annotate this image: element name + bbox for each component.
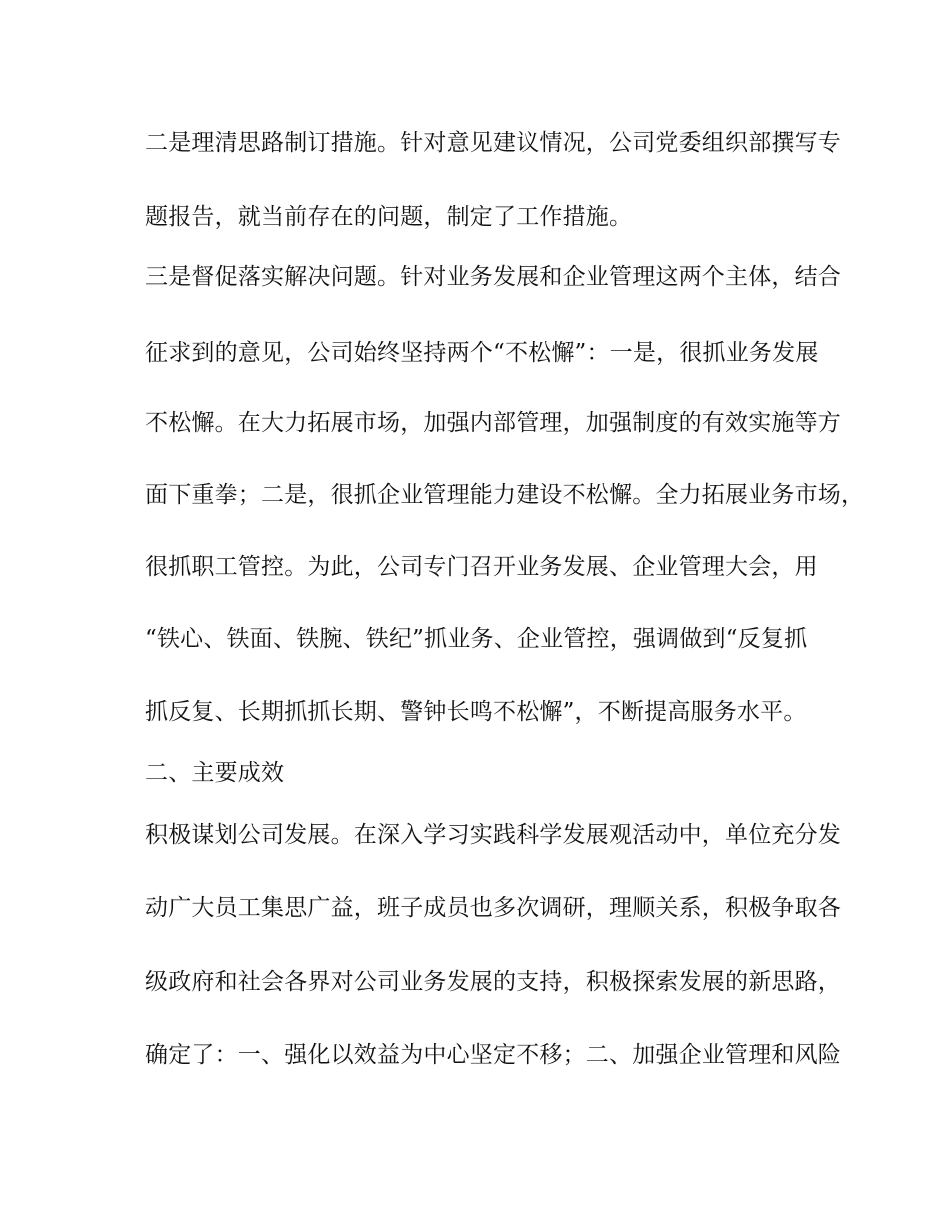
text-line: 三是督促落实解决问题。针对业务发展和企业管理这两个主体，结合 <box>145 264 841 290</box>
text-line: 二是理清思路制订措施。针对意见建议情况，公司党委组织部撰写专 <box>145 130 841 156</box>
text-line: 动广大员工集思广益，班子成员也多次调研，理顺关系，积极争取各 <box>145 895 841 921</box>
text-line: 面下重拳；二是，很抓企业管理能力建设不松懈。全力拓展业务市场， <box>145 482 865 508</box>
text-line: 征求到的意见，公司始终坚持两个“不松懈”：一是，很抓业务发展 <box>145 340 819 366</box>
text-line: 级政府和社会各界对公司业务发展的支持，积极探索发展的新思路， <box>145 969 841 995</box>
section-heading: 二、主要成效 <box>145 760 285 786</box>
text-line: 题报告，就当前存在的问题，制定了工作措施。 <box>145 204 633 230</box>
text-line: “铁心、铁面、铁腕、铁纪”抓业务、企业管控，强调做到“反复抓 <box>145 626 808 652</box>
text-line: 抓反复、长期抓抓长期、警钟长鸣不松懈”，不断提高服务水平。 <box>145 699 807 725</box>
text-line: 积极谋划公司发展。在深入学习实践科学发展观活动中，单位充分发 <box>145 822 841 848</box>
text-line: 很抓职工管控。为此，公司专门召开业务发展、企业管理大会，用 <box>145 554 818 580</box>
text-line: 确定了：一、强化以效益为中心坚定不移；二、加强企业管理和风险 <box>145 1042 841 1068</box>
text-line: 不松懈。在大力拓展市场，加强内部管理，加强制度的有效实施等方 <box>145 410 841 436</box>
